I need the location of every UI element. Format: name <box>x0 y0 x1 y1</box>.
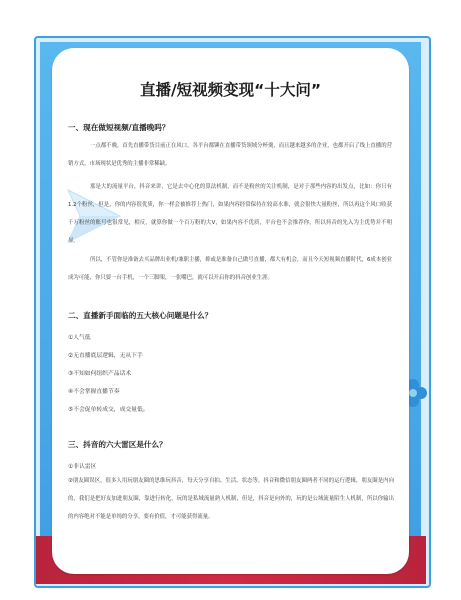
section2-item: ④不会掌握直播节奏 <box>68 389 120 395</box>
section1-paragraph-2: 那是大的流量平台，抖音来讲，它是去中心化的算法机制，而不是粉丝的关注机制，是对于那些内容的出发点，比如：你只有1.2个粉丝，但是，你的内容很优质，你一样会被推荐上热门，如果内容经常保持在较高水准，就会很快大量粉丝，所以再这个风口收获千万粉丝的账号也很常见，相反，就算你做一个百万粉的大V，如果内容不优质，平台也不会推荐你，所以抖音的先入为主优势并不明显。 <box>68 184 392 244</box>
section2-item: ②无直播底层逻辑，无从下手 <box>68 353 143 359</box>
section3-item: ①非认雷区 <box>68 464 97 470</box>
section1-heading: 一、现在做短视频/直播晚吗？ <box>68 123 170 132</box>
section2-item: ⑤不会促单转成交，成交量低。 <box>68 407 149 413</box>
document-paper <box>52 48 409 574</box>
section2-heading: 二、直播新手面临的五大核心问题是什么？ <box>68 311 213 320</box>
section2-item: ③不知如何组织产品话术 <box>68 371 132 377</box>
section3-paragraph: ②朋友圈误区，很多人用玩朋友圈的思维玩抖音，每天分享自拍、生活、状态等，抖音和微信朋友圈两者不同的运行逻辑，朋友圈是内向的，我们是把好友加进朋友圈，靠进行转化，玩的是私域流量熟人机制，但是，抖音是向外的，玩的是公域流量陌生人机制，所以你输出的内容绝对不能是单纯的分享，要有价值，才可能获得流量。 <box>68 478 394 520</box>
section2-item: ①人气低 <box>68 335 91 341</box>
section1-paragraph-1: 一点都不晚，首先直播带货目前正在风口，各平台都铆在直播带货领域分杯羹，而且越来越多的企业，也都开启了线上直播的营销方式，市场现状是优秀的主播非常稀缺。 <box>68 143 392 167</box>
section3-heading: 三、抖音的六大雷区是什么？ <box>68 440 167 449</box>
document-title: 直播/短视频变现“十大问” <box>139 81 322 99</box>
section1-paragraph-3: 所以，不管你是准备去买品牌出业机/兼职主播，抑或是准备自己做号直播，都大有机会，而且今天短视频直播时代，6成本创业成为可能，你只要一台手机，一个三脚架，一张嘴巴，就可以开启你的抖音创业生涯。 <box>68 257 392 281</box>
